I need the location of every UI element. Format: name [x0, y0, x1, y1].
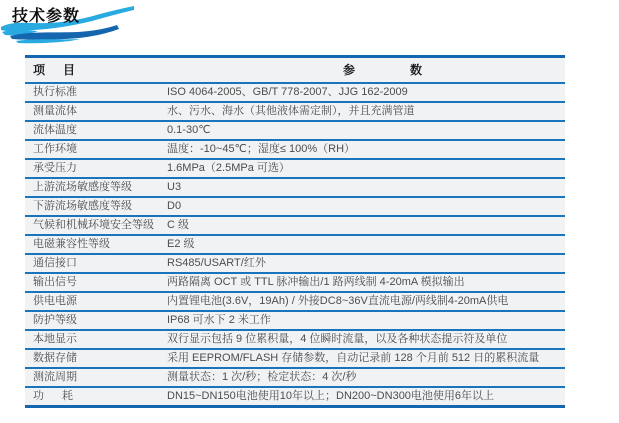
- column-header-item: 项目: [33, 63, 94, 77]
- table-row: [25, 101, 565, 120]
- row-label: 供电电源: [33, 295, 77, 307]
- row-label: 测流周期: [33, 371, 77, 383]
- row-value: 0.1-30℃: [167, 124, 211, 136]
- row-value: 采用 EEPROM/FLASH 存储参数，自动记录前 128 个月前 512 日的累积流量: [167, 352, 540, 364]
- row-label: 通信接口: [33, 257, 77, 269]
- table-row: [25, 253, 565, 272]
- row-label: 承受压力: [33, 162, 77, 174]
- row-value: 测量状态：1 次/秒；检定状态：4 次/秒: [167, 371, 357, 383]
- table-row: [25, 177, 565, 196]
- table-row: [25, 329, 565, 348]
- table-row: [25, 120, 565, 139]
- page-title: 技术参数: [12, 8, 81, 25]
- table-row: [25, 386, 565, 405]
- row-value: U3: [167, 181, 182, 193]
- row-label: 工作环境: [33, 143, 77, 155]
- spec-table-header-row: [25, 58, 565, 82]
- row-value: E2 级: [167, 238, 195, 250]
- row-label: 防护等级: [33, 314, 77, 326]
- row-label: 执行标准: [33, 86, 77, 98]
- row-label: 输出信号: [33, 276, 77, 288]
- row-value: D0: [167, 200, 182, 212]
- row-label: 流体温度: [33, 124, 77, 136]
- column-header-param: 参数: [343, 63, 478, 77]
- spec-table-body: [25, 82, 565, 405]
- row-label: 功耗: [33, 390, 91, 402]
- spec-table: [25, 55, 565, 408]
- row-value: C 级: [167, 219, 189, 231]
- row-value: DN15~DN150电池使用10年以上；DN200~DN300电池使用6年以上: [167, 390, 495, 402]
- section-header: [0, 0, 140, 46]
- table-row: [25, 82, 565, 101]
- row-value: 温度：-10~45℃；湿度≤ 100%（RH）: [167, 143, 356, 155]
- table-row: [25, 234, 565, 253]
- table-row: [25, 348, 565, 367]
- row-value: ISO 4064-2005、GB/T 778-2007、JJG 162-2009: [167, 86, 408, 98]
- table-row: [25, 215, 565, 234]
- table-row: [25, 367, 565, 386]
- table-row: [25, 139, 565, 158]
- row-value: IP68 可水下 2 米工作: [167, 314, 271, 326]
- row-value: 双行显示包括 9 位累积量，4 位瞬时流量，以及各种状态提示符及单位: [167, 333, 508, 345]
- row-value: RS485/USART/红外: [167, 257, 266, 269]
- table-row: [25, 310, 565, 329]
- row-label: 数据存储: [33, 352, 77, 364]
- row-value: 两路隔离 OCT 或 TTL 脉冲输出/1 路两线制 4-20mA 模拟输出: [167, 276, 465, 288]
- table-row: [25, 196, 565, 215]
- row-label: 下游流场敏感度等级: [33, 200, 132, 212]
- row-label: 本地显示: [33, 333, 77, 345]
- row-label: 气候和机械环境安全等级: [33, 219, 154, 231]
- row-value: 1.6MPa（2.5MPa 可选）: [167, 162, 290, 174]
- row-value: 内置锂电池(3.6V，19Ah) / 外接DC8~36V直流电源/两线制4-20mA供电: [167, 295, 509, 307]
- row-label: 上游流场敏感度等级: [33, 181, 132, 193]
- table-row: [25, 158, 565, 177]
- table-row: [25, 291, 565, 310]
- row-value: 水、污水、海水（其他液体需定制），并且充满管道: [167, 105, 415, 117]
- table-row: [25, 272, 565, 291]
- row-label: 电磁兼容性等级: [33, 238, 110, 250]
- row-label: 测量流体: [33, 105, 77, 117]
